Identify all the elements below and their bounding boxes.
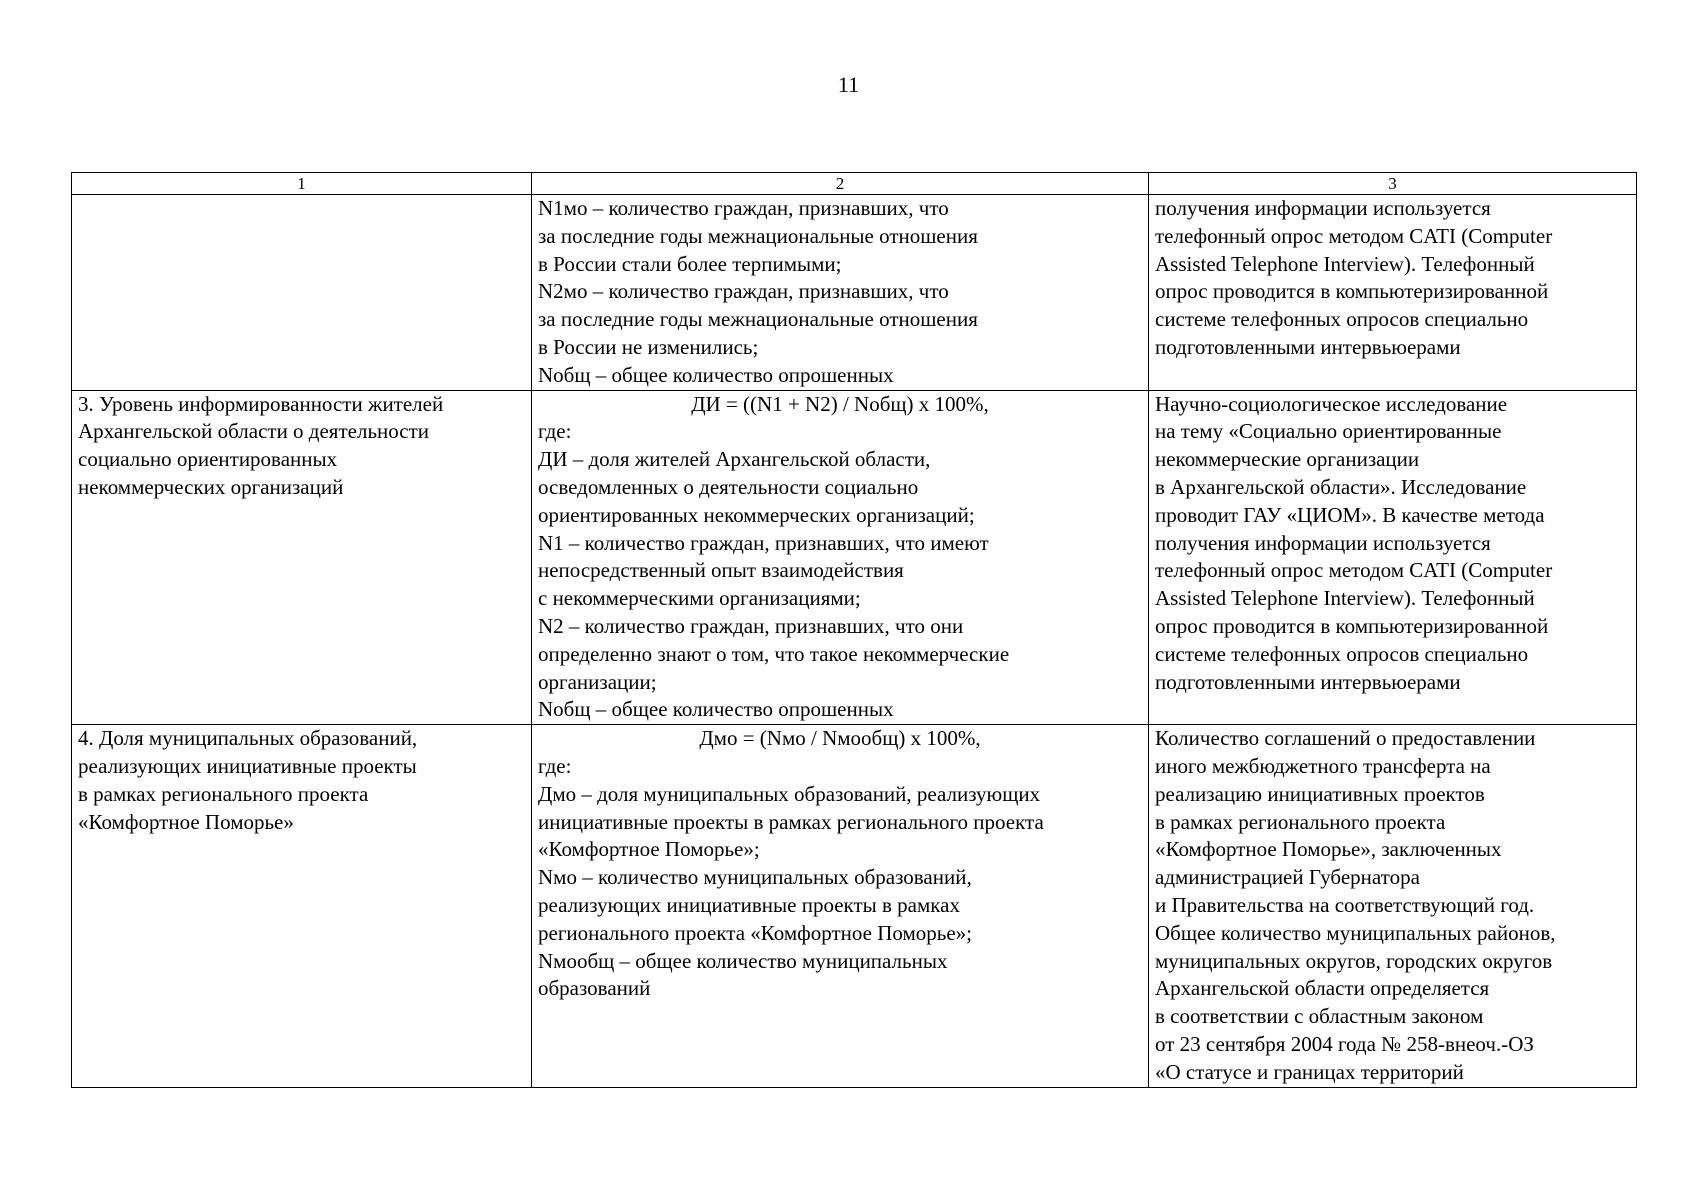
indicators-table (71, 172, 1637, 1088)
text-line: N2мо – количество граждан, признавших, что (538, 279, 949, 304)
text-line: подготовленными интервьюерами (1155, 334, 1461, 359)
text-line: Assisted Telephone Interview). Телефонный (1155, 586, 1535, 611)
text-line: с некоммерческими организациями; (538, 586, 861, 611)
text-line: в России не изменились; (538, 334, 759, 359)
text-line: Количество соглашений о предоставлении (1155, 726, 1536, 751)
text-line: 4. Доля муниципальных образований, (78, 726, 418, 751)
text-line: инициативные проекты в рамках регионального проекта (538, 809, 1044, 834)
formula: Дмо = (Nмо / Nмообщ) х 100%, (699, 726, 981, 751)
text-line: ориентированных некоммерческих организаций; (538, 502, 975, 527)
table-header-row (72, 173, 1637, 195)
text-line: образований (538, 976, 651, 1001)
text-line: осведомленных о деятельности социально (538, 474, 919, 499)
text-line: телефонный опрос методом CATI (Computer (1155, 558, 1553, 583)
text-line: реализующих инициативные проекты (78, 753, 417, 778)
column-header: 1 (72, 173, 532, 195)
text-line: Архангельской области о деятельности (78, 419, 430, 444)
text-line: где: (538, 753, 572, 778)
text-line: организации; (538, 669, 657, 694)
text-line: ДИ – доля жителей Архангельской области, (538, 447, 931, 472)
text-line: опрос проводится в компьютеризированной (1155, 613, 1549, 638)
text-line: социально ориентированных (78, 447, 338, 472)
text-line: Nобщ – общее количество опрошенных (538, 362, 894, 387)
column-header: 3 (1149, 173, 1637, 195)
text-line: опрос проводится в компьютеризированной (1155, 279, 1549, 304)
indicator-name-cell (72, 195, 532, 391)
text-line: реализующих инициативные проекты в рамках (538, 892, 960, 917)
page-number: 11 (837, 72, 860, 97)
text-line: получения информации используется (1155, 196, 1491, 220)
text-line: телефонный опрос методом CATI (Computer (1155, 223, 1553, 248)
text-line: муниципальных округов, городских округов (1155, 948, 1553, 973)
text-line: некоммерческих организаций (78, 474, 344, 499)
indicator-name-cell (72, 725, 532, 1087)
text-line: и Правительства на соответствующий год. (1155, 892, 1535, 917)
calculation-method-cell (532, 725, 1149, 1087)
table-row (72, 390, 1637, 725)
indicator-name-cell (72, 390, 532, 725)
text-line: в России стали более терпимыми; (538, 251, 842, 276)
data-source-cell (1149, 725, 1637, 1087)
text-line: 3. Уровень информированности жителей (78, 391, 444, 416)
column-header: 2 (532, 173, 1149, 195)
text-line: системе телефонных опросов специально (1155, 641, 1529, 666)
table-body (72, 195, 1637, 1088)
text-line: N2 – количество граждан, признавших, что они (538, 613, 964, 638)
calculation-method-cell (532, 195, 1149, 391)
text-line: Архангельской области определяется (1155, 976, 1490, 1001)
text-line: Assisted Telephone Interview). Телефонный (1155, 251, 1535, 276)
calculation-method-cell (532, 390, 1149, 725)
text-line: в рамках регионального проекта (1155, 809, 1446, 834)
text-line: подготовленными интервьюерами (1155, 669, 1461, 694)
text-line: администрацией Губернатора (1155, 865, 1420, 890)
text-line: в Архангельской области». Исследование (1155, 474, 1527, 499)
text-line: «Комфортное Поморье» (78, 809, 294, 834)
table-row (72, 195, 1637, 391)
text-line: «Комфортное Поморье», заключенных (1155, 837, 1502, 862)
text-line: Общее количество муниципальных районов, (1155, 920, 1556, 945)
text-line: реализацию инициативных проектов (1155, 781, 1485, 806)
text-line: получения информации используется (1155, 530, 1491, 555)
text-line: в соответствии с областным законом (1155, 1004, 1484, 1029)
text-line: Научно-социологическое исследование (1155, 391, 1508, 416)
text-line: Nмо – количество муниципальных образований, (538, 865, 972, 890)
text-line: проводит ГАУ «ЦИОМ». В качестве метода (1155, 502, 1545, 527)
text-line: где: (538, 419, 572, 444)
text-line: от 23 сентября 2004 года № 258-внеоч.-ОЗ (1155, 1031, 1534, 1056)
text-line: N1мо – количество граждан, признавших, что (538, 196, 949, 220)
text-line: на тему «Социально ориентированные (1155, 419, 1502, 444)
text-line: иного межбюджетного трансферта на (1155, 753, 1491, 778)
text-line: «Комфортное Поморье»; (538, 837, 760, 862)
text-line: в рамках регионального проекта (78, 781, 369, 806)
data-source-cell (1149, 390, 1637, 725)
text-line: за последние годы межнациональные отношения (538, 307, 978, 332)
text-line: системе телефонных опросов специально (1155, 307, 1529, 332)
text-line: за последние годы межнациональные отношения (538, 223, 978, 248)
text-line: N1 – количество граждан, признавших, что имеют (538, 530, 989, 555)
text-line: определенно знают о том, что такое некоммерческие (538, 641, 1010, 666)
text-line: регионального проекта «Комфортное Поморье»; (538, 920, 973, 945)
text-line: непосредственный опыт взаимодействия (538, 558, 904, 583)
table-row (72, 725, 1637, 1087)
formula: ДИ = ((N1 + N2) / Nобщ) х 100%, (691, 391, 989, 416)
text-line: Дмо – доля муниципальных образований, реализующих (538, 781, 1041, 806)
text-line: «О статусе и границах территорий (1155, 1059, 1464, 1084)
text-line: Nобщ – общее количество опрошенных (538, 697, 894, 722)
text-line: некоммерческие организации (1155, 447, 1420, 472)
data-source-cell (1149, 195, 1637, 391)
text-line: Nмообщ – общее количество муниципальных (538, 948, 948, 973)
